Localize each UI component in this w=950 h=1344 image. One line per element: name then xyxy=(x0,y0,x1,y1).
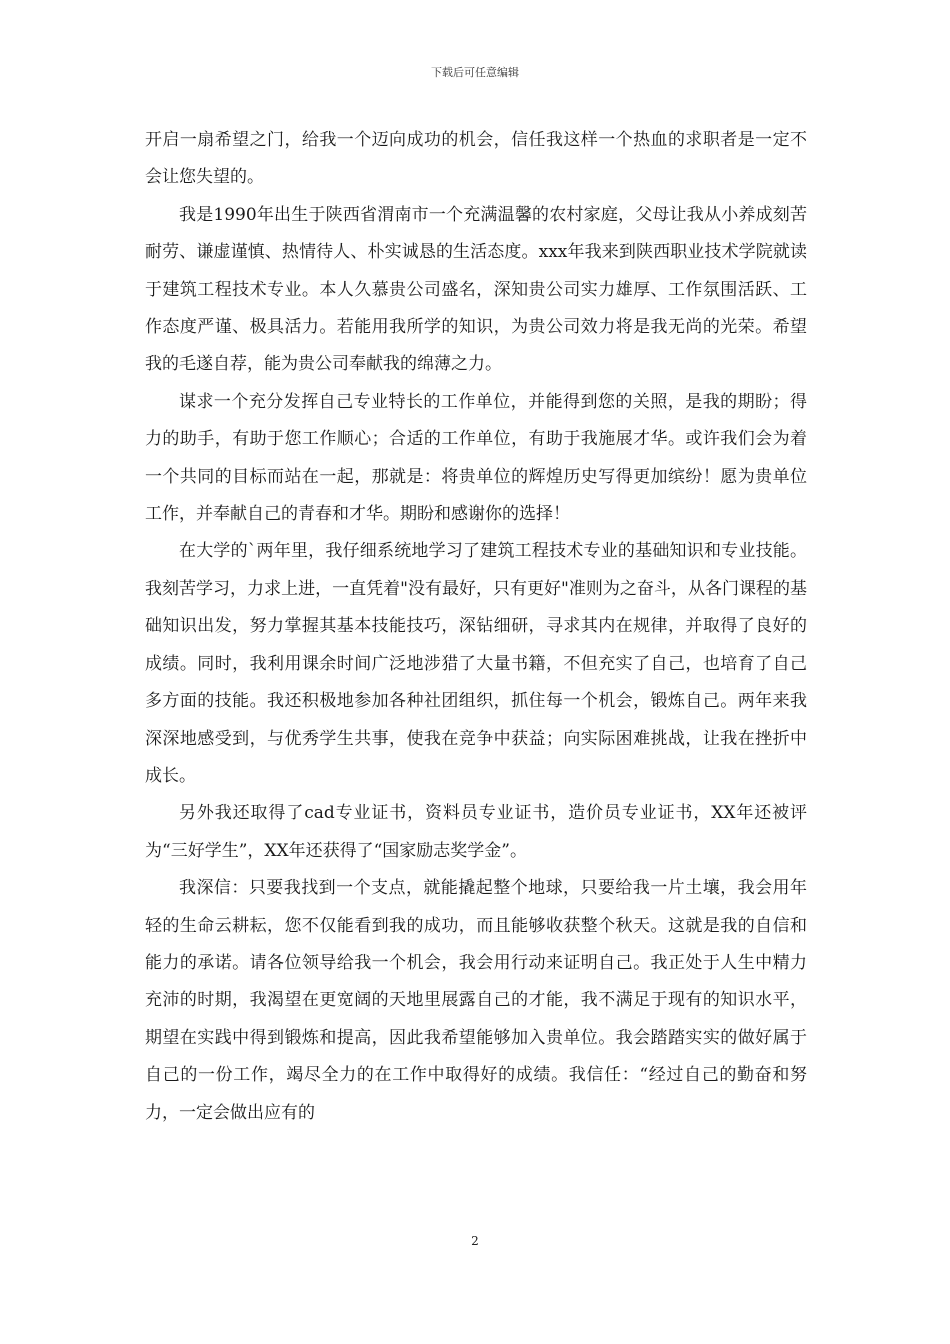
paragraph-certificates: 另外我还取得了cad专业证书，资料员专业证书，造价员专业证书，XX年还被评为“三好学生”，XX年还获得了“国家励志奖学金”。 xyxy=(145,803,807,861)
paragraph-continuation: 开启一扇希望之门，给我一个迈向成功的机会，信任我这样一个热血的求职者是一定不会让您失望的。 xyxy=(145,130,807,188)
page-header: 下载后可任意编辑 xyxy=(431,66,519,79)
paragraph-conviction: 我深信：只要我找到一个支点，就能撬起整个地球，只要给我一片土壤，我会用年轻的生命云耕耘，您不仅能看到我的成功，而且能够收获整个秋天。这就是我的自信和能力的承诺。请各位领导给我一个机会，我会用行动来证明自己。我正处于人生中精力充沛的时期，我渴望在更宽阔的天地里展露自己的才能，我不满足于现有的知识水平，期望在实践中得到锻炼和提高，因此我希望能够加入贵单位。我会踏踏实实的做好属于自己的一份工作，竭尽全力的在工作中取得好的成绩。我信任：“经过自己的勤奋和努力，一定会做出应有的 xyxy=(145,878,807,1123)
paragraph-aspiration: 谋求一个充分发挥自己专业特长的工作单位，并能得到您的关照，是我的期盼；得力的助手，有助于您工作顺心；合适的工作单位，有助于我施展才华。或许我们会为着一个共同的目标而站在一起，那就是：将贵单位的辉煌历史写得更加缤纷！愿为贵单位工作，并奉献自己的青春和才华。期盼和感谢你的选择！ xyxy=(145,391,807,525)
paragraph-university: 在大学的`两年里，我仔细系统地学习了建筑工程技术专业的基础知识和专业技能。我刻苦学习，力求上进，一直凭着"没有最好，只有更好"准则为之奋斗，从各门课程的基础知识出发，努力掌握其基本技能技巧，深钻细研，寻求其内在规律，并取得了良好的成绩。同时，我利用课余时间广泛地涉猎了大量书籍，不但充实了自己，也培育了自己多方面的技能。我还积极地参加各种社团组织，抓住每一个机会，锻炼自己。两年来我深深地感受到，与优秀学生共事，使我在竞争中获益；向实际困难挑战，让我在挫折中成长。 xyxy=(145,541,807,786)
page-number: 2 xyxy=(471,1234,479,1248)
document-body xyxy=(145,122,807,1132)
paragraph-background: 我是1990年出生于陕西省渭南市一个充满温馨的农村家庭，父母让我从小养成刻苦耐劳、谦虚谨慎、热情待人、朴实诚恳的生活态度。xxx年我来到陕西职业技术学院就读于建筑工程技术专业。本人久慕贵公司盛名，深知贵公司实力雄厚、工作氛围活跃、工作态度严谨、极具活力。若能用我所学的知识，为贵公司效力将是我无尚的光荣。希望我的毛遂自荐，能为贵公司奉献我的绵薄之力。 xyxy=(145,204,807,375)
